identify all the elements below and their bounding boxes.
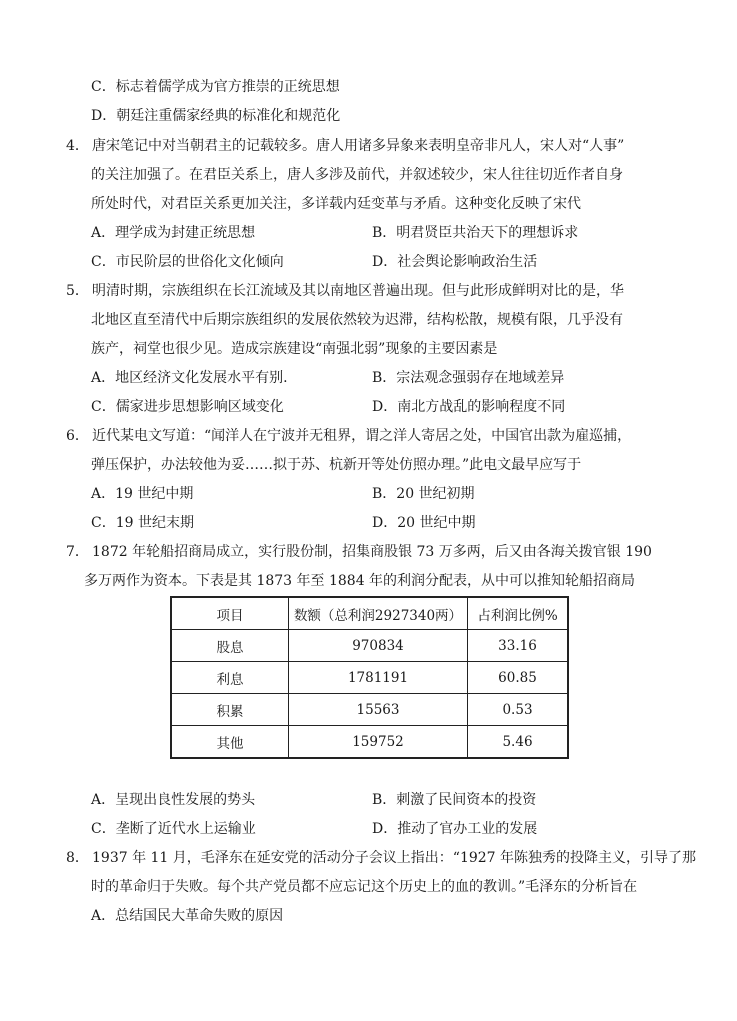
q5-stem-line-1: 明清时期，宗族组织在长江流域及其以南地区普遍出现。但与此形成鲜明对比的是，华 [92,283,624,299]
q4-option-c[interactable]: C．市民阶层的世俗化文化倾向 [91,254,284,270]
table-row [171,662,568,694]
table-header-item: 项目 [171,597,289,630]
q5-option-c[interactable]: C．儒家进步思想影响区域变化 [91,399,284,415]
q6-stem-line-1: 近代某电文写道：“闻洋人在宁波并无租界，谓之洋人寄居之处，中国官出款为雇巡捕， [92,428,632,444]
q6-option-b[interactable]: B．20 世纪初期 [372,486,475,502]
table-header-row [171,597,568,630]
table-cell-ratio: 5.46 [468,726,569,759]
table-row [171,726,568,759]
q4-option-a[interactable]: A．理学成为封建正统思想 [91,225,256,241]
q4-option-d[interactable]: D．社会舆论影响政治生活 [372,254,538,270]
profit-distribution-table [170,596,569,759]
q4-stem-line-2: 的关注加强了。在君臣关系上，唐人多涉及前代，并叙述较少，宋人往往切近作者自身 [91,167,623,183]
q6-option-d[interactable]: D．20 世纪中期 [372,515,476,531]
table-cell-ratio: 33.16 [468,630,569,662]
q7-option-c[interactable]: C．垄断了近代水上运输业 [91,821,256,837]
q3-option-c[interactable]: C．标志着儒学成为官方推崇的正统思想 [91,79,340,95]
q7-stem-line-1: 1872 年轮船招商局成立，实行股份制，招集商股银 73 万多两，后又由各海关拨官银 190 [92,544,652,560]
q5-option-a[interactable]: A．地区经济文化发展水平有别. [91,370,288,386]
q4-option-b[interactable]: B．明君贤臣共治天下的理想诉求 [372,225,579,241]
table-cell-amount: 15563 [289,694,468,726]
q8-option-a[interactable]: A．总结国民大革命失败的原因 [91,908,284,924]
q8-stem-line-2: 时的革命归于失败。每个共产党员都不应忘记这个历史上的血的教训。”毛泽东的分析旨在 [91,879,638,895]
q4-stem-line-1: 唐宋笔记中对当朝君主的记载较多。唐人用诸多异象来表明皇帝非凡人，宋人对“人事” [92,138,625,154]
table-cell-item: 积累 [171,694,289,726]
table-row [171,694,568,726]
table-cell-amount: 1781191 [289,662,468,694]
q8-stem-line-1: 1937 年 11 月，毛泽东在延安党的活动分子会议上指出：“1927 年陈独秀的投降主义，引导了那 [92,850,697,866]
table-row [171,630,568,662]
q7-option-b[interactable]: B．刺激了民间资本的投资 [372,792,537,808]
q8-number: 8． [66,850,89,866]
q7-option-d[interactable]: D．推动了官办工业的发展 [372,821,538,837]
table-cell-ratio: 60.85 [468,662,569,694]
q5-stem-line-3: 族产，祠堂也很少见。造成宗族建设“南强北弱”现象的主要因素是 [91,341,498,357]
table-cell-ratio: 0.53 [468,694,569,726]
q5-option-d[interactable]: D．南北方战乱的影响程度不同 [372,399,566,415]
table-cell-amount: 159752 [289,726,468,759]
q5-stem-line-2: 北地区直至清代中后期宗族组织的发展依然较为迟滞，结构松散，规模有限，几乎没有 [91,312,623,328]
table-cell-item: 股息 [171,630,289,662]
q6-number: 6． [66,428,89,444]
table-header-amount: 数额（总利润2927340两） [289,597,468,630]
q5-number: 5． [66,283,89,299]
table-cell-item: 利息 [171,662,289,694]
q7-option-a[interactable]: A．呈现出良性发展的势头 [91,792,256,808]
q4-number: 4． [66,138,89,154]
q7-stem-line-2: 多万两作为资本。下表是其 1873 年至 1884 年的利润分配表，从中可以推知轮船招商局 [84,573,636,589]
q6-stem-line-2: 弹压保护，办法较他为妥……拟于苏、杭新开等处仿照办理。”此电文最早应写于 [91,457,582,473]
q7-number: 7． [66,544,89,560]
table-header-ratio: 占利润比例% [468,597,569,630]
q6-option-a[interactable]: A．19 世纪中期 [91,486,194,502]
q6-option-c[interactable]: C．19 世纪末期 [91,515,194,531]
q4-stem-line-3: 所处时代，对君臣关系更加关注，多详载内廷变革与矛盾。这种变化反映了宋代 [91,196,581,212]
q5-option-b[interactable]: B．宗法观念强弱存在地域差异 [372,370,565,386]
q3-option-d[interactable]: D．朝廷注重儒家经典的标准化和规范化 [91,108,341,124]
table-cell-amount: 970834 [289,630,468,662]
table-cell-item: 其他 [171,726,289,759]
